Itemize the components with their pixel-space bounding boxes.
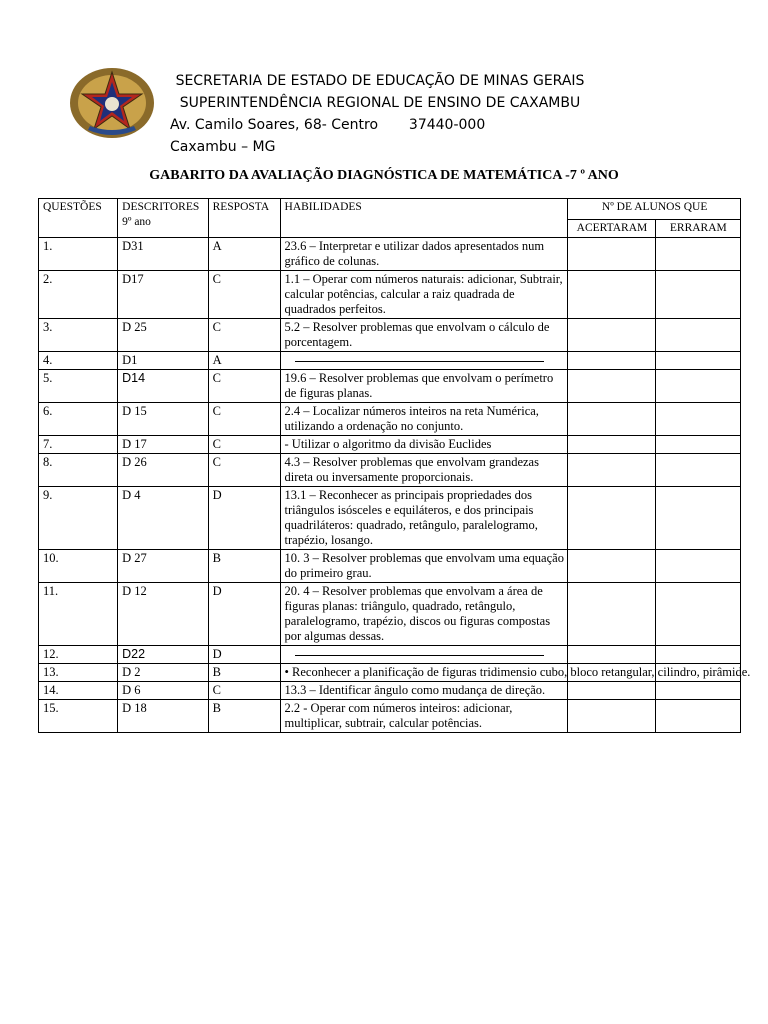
habilidade-cell — [280, 646, 568, 664]
habilidade-cell: 19.6 – Resolver problemas que envolvam o perímetro de figuras planas. — [280, 370, 568, 403]
habilidade-cell: 10. 3 – Resolver problemas que envolvam uma equação do primeiro grau. — [280, 550, 568, 583]
header-address-line — [160, 114, 600, 158]
questao-cell: 4. — [39, 352, 118, 370]
habilidade-cell: 2.4 – Localizar números inteiros na reta Numérica, utilizando a ordenação no conjunto. — [280, 403, 568, 436]
resposta-cell: C — [208, 319, 280, 352]
descritor-cell: D 4 — [118, 487, 208, 550]
acertaram-cell — [568, 436, 655, 454]
header-questoes: QUESTÕES — [39, 199, 118, 238]
resposta-cell: C — [208, 403, 280, 436]
table-body — [39, 238, 751, 733]
header-acertaram: ACERTARAM — [568, 220, 655, 238]
acertaram-cell — [568, 583, 655, 646]
answer-key-table — [38, 198, 751, 733]
resposta-cell: C — [208, 271, 280, 319]
table-header-row — [39, 199, 741, 220]
erraram-cell — [655, 682, 740, 700]
habilidade-cell: 5.2 – Resolver problemas que envolvam o cálculo de porcentagem. — [280, 319, 568, 352]
document-title: GABARITO DA AVALIAÇÃO DIAGNÓSTICA DE MATEMÁTICA -7 º ANO — [149, 168, 619, 183]
descritor-cell: D17 — [118, 271, 208, 319]
descritor-cell: D 6 — [118, 682, 208, 700]
questao-cell: 11. — [39, 583, 118, 646]
descritor-cell: D 2 — [118, 664, 208, 682]
acertaram-cell — [568, 238, 655, 271]
table-row — [39, 370, 741, 403]
habilidade-cell: 13.3 – Identificar ângulo como mudança de direção. — [280, 682, 568, 700]
habilidade-cell: 1.1 – Operar com números naturais: adicionar, Subtrair, calcular potências, calcular a raiz quadrada de quadrados perfeitos. — [280, 271, 568, 319]
descritor-cell: D1 — [118, 352, 208, 370]
resposta-cell: C — [208, 436, 280, 454]
resposta-cell: C — [208, 682, 280, 700]
acertaram-cell — [568, 550, 655, 583]
descritor-cell: D 15 — [118, 403, 208, 436]
erraram-cell — [655, 403, 740, 436]
questao-cell: 6. — [39, 403, 118, 436]
acertaram-cell — [568, 352, 655, 370]
acertaram-cell — [568, 682, 655, 700]
descritor-cell: D31 — [118, 238, 208, 271]
table-row — [39, 319, 741, 352]
institution-header — [160, 70, 600, 158]
erraram-cell — [655, 271, 740, 319]
erraram-cell — [655, 238, 740, 271]
table-row — [39, 436, 741, 454]
resposta-cell: D — [208, 583, 280, 646]
table-row — [39, 550, 741, 583]
habilidade-cell: 2.2 - Operar com números inteiros: adicionar, multiplicar, subtrair, calcular potências. — [280, 700, 568, 733]
header-line-secretaria: SECRETARIA DE ESTADO DE EDUCAÇÃO DE MINAS GERAIS — [175, 73, 585, 89]
table-row — [39, 454, 741, 487]
acertaram-cell — [568, 403, 655, 436]
blank-rule-line — [295, 654, 545, 656]
descritor-cell: D 25 — [118, 319, 208, 352]
questao-cell: 1. — [39, 238, 118, 271]
resposta-cell: C — [208, 370, 280, 403]
erraram-cell — [655, 550, 740, 583]
table-row — [39, 700, 741, 733]
acertaram-cell — [568, 454, 655, 487]
habilidade-cell: 23.6 – Interpretar e utilizar dados apresentados num gráfico de colunas. — [280, 238, 568, 271]
questao-cell: 3. — [39, 319, 118, 352]
erraram-cell — [655, 583, 740, 646]
descritor-cell: D14 — [118, 370, 208, 403]
habilidade-cell: 20. 4 – Resolver problemas que envolvam a área de figuras planas: triângulo, quadrado, retângulo, paralelogramo, trapézio, discos ou figuras compostas por algumas dessas. — [280, 583, 568, 646]
table-row — [39, 646, 741, 664]
descritor-cell: D 12 — [118, 583, 208, 646]
acertaram-cell — [568, 271, 655, 319]
table-row — [39, 403, 741, 436]
header-line-superintendencia: SUPERINTENDÊNCIA REGIONAL DE ENSINO DE CAXAMBU — [179, 95, 581, 111]
table-row — [39, 487, 741, 550]
header-descritores: DESCRITORES 9º ano — [118, 199, 208, 238]
acertaram-cell — [568, 370, 655, 403]
header-erraram: ERRARAM — [655, 220, 740, 238]
resposta-cell: A — [208, 238, 280, 271]
questao-cell: 8. — [39, 454, 118, 487]
acertaram-cell — [568, 646, 655, 664]
erraram-cell — [655, 454, 740, 487]
table-row — [39, 583, 741, 646]
descritor-cell: D 18 — [118, 700, 208, 733]
descritor-cell: D 26 — [118, 454, 208, 487]
descritor-cell: D 27 — [118, 550, 208, 583]
resposta-cell: B — [208, 700, 280, 733]
table-row — [39, 664, 741, 682]
habilidade-cell: • Reconhecer a planificação de figuras tridimensio cubo, bloco retangular, cilindro, pirâmide. — [280, 664, 568, 682]
habilidade-cell — [280, 352, 568, 370]
habilidade-cell: 13.1 – Reconhecer as principais propriedades dos triângulos isósceles e equiláteros, e dos principais quadriláteros: quadrado, retângulo, paralelogramo, trapézio, losango. — [280, 487, 568, 550]
acertaram-cell — [568, 487, 655, 550]
erraram-cell — [655, 370, 740, 403]
descritor-cell: D 17 — [118, 436, 208, 454]
header-address: Av. Camilo Soares, 68- Centro — [170, 117, 379, 133]
resposta-cell: B — [208, 664, 280, 682]
erraram-cell — [655, 352, 740, 370]
questao-cell: 7. — [39, 436, 118, 454]
blank-rule-line — [295, 360, 545, 362]
habilidade-cell: - Utilizar o algoritmo da divisão Euclides — [280, 436, 568, 454]
header-habilidades: HABILIDADES — [280, 199, 568, 238]
erraram-cell — [655, 436, 740, 454]
state-seal-logo — [68, 66, 156, 140]
resposta-cell: C — [208, 454, 280, 487]
questao-cell: 15. — [39, 700, 118, 733]
resposta-cell: A — [208, 352, 280, 370]
header-resposta: RESPOSTA — [208, 199, 280, 238]
questao-cell: 12. — [39, 646, 118, 664]
header-alunos: Nº DE ALUNOS QUE — [568, 199, 741, 220]
acertaram-cell — [568, 700, 655, 733]
table-row — [39, 352, 741, 370]
questao-cell: 10. — [39, 550, 118, 583]
table-row — [39, 271, 741, 319]
questao-cell: 14. — [39, 682, 118, 700]
resposta-cell: D — [208, 487, 280, 550]
resposta-cell: B — [208, 550, 280, 583]
descritor-cell: D22 — [118, 646, 208, 664]
questao-cell: 2. — [39, 271, 118, 319]
erraram-cell — [655, 700, 740, 733]
questao-cell: 9. — [39, 487, 118, 550]
header-city: Caxambu – MG — [170, 139, 276, 155]
header-cep: 37440-000 — [408, 117, 486, 133]
table-row — [39, 238, 741, 271]
habilidade-cell: 4.3 – Resolver problemas que envolvam grandezas direta ou inversamente proporcionais. — [280, 454, 568, 487]
acertaram-cell — [568, 319, 655, 352]
erraram-cell — [655, 646, 740, 664]
erraram-cell — [655, 319, 740, 352]
questao-cell: 13. — [39, 664, 118, 682]
questao-cell: 5. — [39, 370, 118, 403]
erraram-cell — [655, 487, 740, 550]
resposta-cell: D — [208, 646, 280, 664]
table-row — [39, 682, 741, 700]
